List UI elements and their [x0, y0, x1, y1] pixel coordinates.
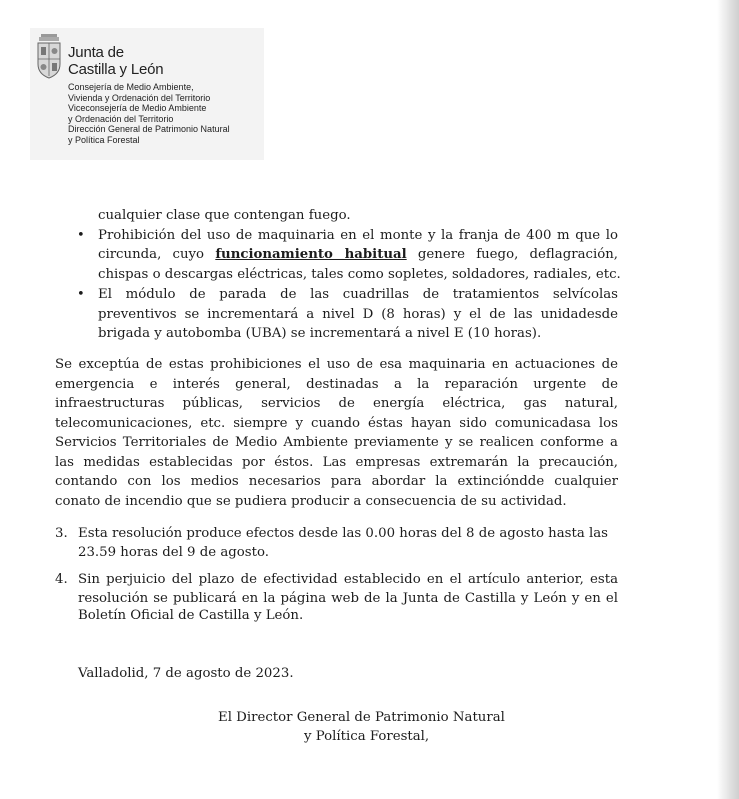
dept-line: y Ordenación del Territorio: [68, 113, 174, 124]
bullet2-line3: brigada y autobomba (UBA) se incrementará a nivel E (10 horas).: [98, 326, 542, 341]
item3-number: 3.: [55, 526, 68, 541]
paragraph-line: infraestructuras públicas, servicios de energía eléctrica, gas natural,: [55, 396, 618, 411]
paragraph-line: telecomunicaciones, etc. siempre y cuando éstas hayan sido comunicadasa los: [55, 416, 618, 431]
continuation-line: cualquier clase que contengan fuego.: [98, 208, 351, 223]
paragraph-line: Servicios Territoriales de Medio Ambiente previamente y se realicen conforme a: [55, 435, 618, 450]
org-name: Junta de Castilla y León: [68, 44, 164, 78]
signature-subtitle: y Política Forestal,: [304, 729, 430, 744]
signature-title: El Director General de Patrimonio Natural: [218, 710, 505, 725]
item3-line2: 23.59 horas del 9 de agosto.: [78, 545, 269, 560]
bullet2-line2: preventivos se incrementará a nivel D (8 horas) y el de las unidadesde: [98, 307, 618, 322]
department-lines: [68, 82, 264, 146]
dept-line: Vivienda y Ordenación del Territorio: [68, 92, 211, 103]
item3-line1: Esta resolución produce efectos desde las 0.00 horas del 8 de agosto hasta las: [78, 526, 608, 541]
letterhead: [30, 28, 264, 160]
dept-line: Consejería de Medio Ambiente,: [68, 82, 194, 92]
paragraph-line: Se exceptúa de estas prohibiciones el uso de esa maquinaria en actuaciones de: [55, 357, 618, 372]
item4-line1: Sin perjuicio del plazo de efectividad establecido en el artículo anterior, esta: [78, 572, 618, 587]
dept-line: y Política Forestal: [68, 134, 140, 145]
bullet-icon: •: [77, 287, 85, 302]
emphasis-text: funcionamiento habitual: [215, 247, 407, 262]
paragraph-line: emergencia e interés general, destinadas a la reparación urgente de: [55, 377, 618, 392]
paragraph-line: las medidas establecidas por éstos. Las empresas extremarán la precaución,: [55, 455, 618, 470]
bullet1-line2: circunda, cuyo funcionamiento habitual genere fuego, deflagración,: [98, 247, 619, 262]
place-date: Valladolid, 7 de agosto de 2023.: [78, 666, 294, 681]
coat-of-arms-icon: [35, 34, 63, 80]
paragraph-line: conato de incendio que se pudiera producir a consecuencia de su actividad.: [55, 494, 567, 509]
item4-number: 4.: [55, 572, 68, 587]
paragraph-line: contando con los medios necesarios para abordar la extincióndde cualquier: [55, 474, 618, 489]
item4-line2: resolución se publicará en la página web de la Junta de Castilla y León y en el: [78, 591, 618, 606]
bullet1-line3: chispas o descargas eléctricas, tales como sopletes, soldadores, radiales, etc.: [98, 267, 621, 282]
page-edge-shadow: [717, 0, 739, 799]
dept-line: Dirección General de Patrimonio Natural: [68, 124, 230, 135]
bullet-icon: •: [77, 228, 85, 243]
bullet2-line1: El módulo de parada de las cuadrillas de tratamientos selvícolas: [98, 287, 618, 302]
dept-line: Viceconsejería de Medio Ambiente: [68, 103, 207, 114]
item4-line3: Boletín Oficial de Castilla y León.: [78, 608, 304, 623]
bullet1-line1: Prohibición del uso de maquinaria en el monte y la franja de 400 m que lo: [98, 228, 618, 243]
